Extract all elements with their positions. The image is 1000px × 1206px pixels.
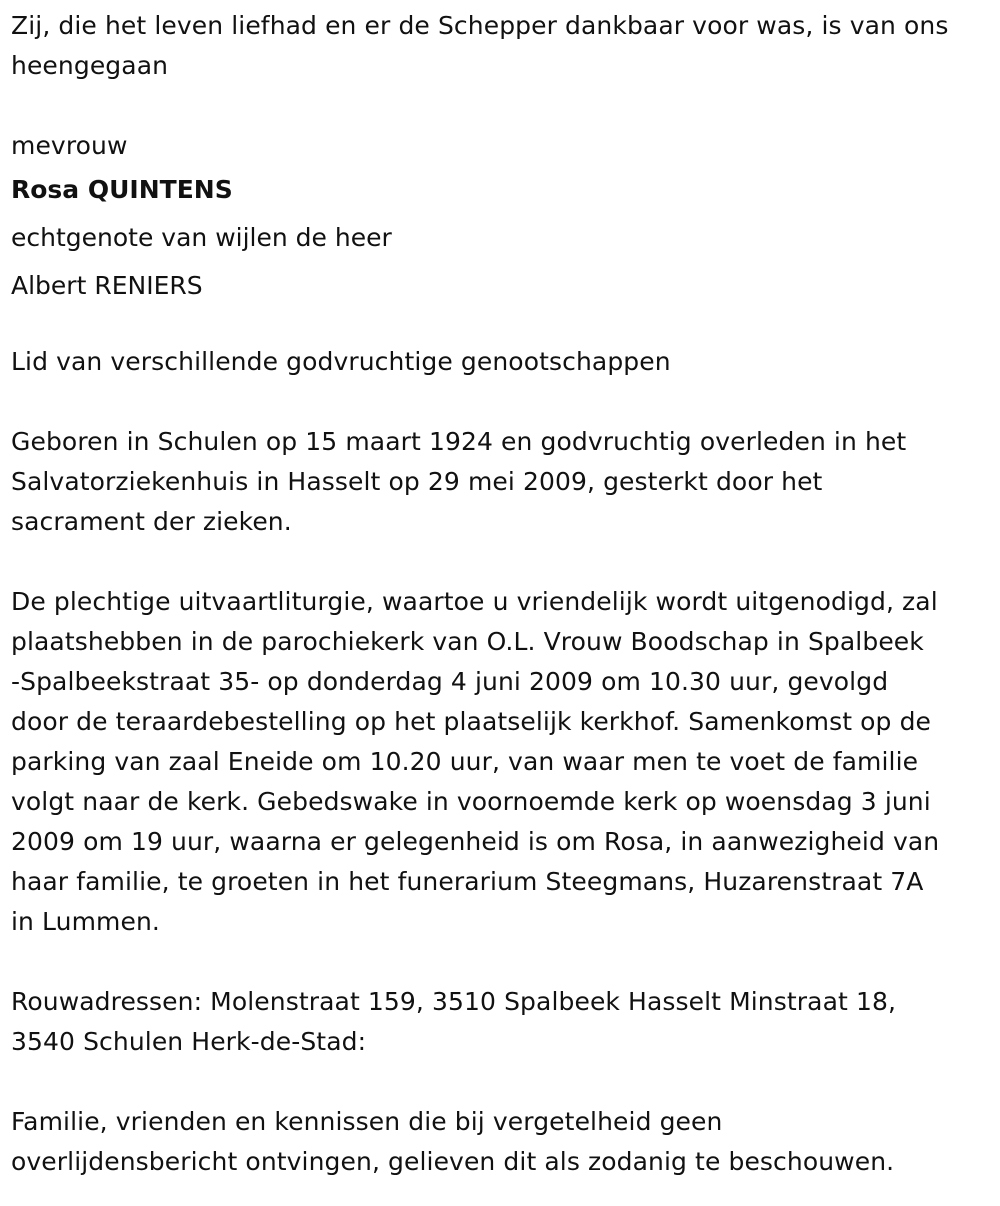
addresses-paragraph (11, 982, 990, 1062)
funeral-line: plaatshebben in de parochiekerk van O.L. Vrouw Boodschap in Spalbeek (11, 627, 924, 656)
intro-paragraph (11, 6, 990, 86)
birth-death-line: Salvatorziekenhuis in Hasselt op 29 mei 2009, gesterkt door het (11, 467, 823, 496)
closing-paragraph (11, 1102, 990, 1182)
funeral-line: De plechtige uitvaartliturgie, waartoe u vriendelijk wordt uitgenodigd, zal (11, 587, 938, 616)
closing-line: Familie, vrienden en kennissen die bij vergetelheid geen (11, 1107, 723, 1136)
spacer (11, 86, 990, 126)
spacer (11, 382, 990, 422)
funeral-line: haar familie, te groeten in het funerarium Steegmans, Huzarenstraat 7A (11, 867, 924, 896)
birth-death-paragraph (11, 422, 990, 542)
funeral-line: 2009 om 19 uur, waarna er gelegenheid is om Rosa, in aanwezigheid van (11, 827, 940, 856)
funeral-line: door de teraardebestelling op het plaatselijk kerkhof. Samenkomst op de (11, 707, 932, 736)
funeral-line: -Spalbeekstraat 35- op donderdag 4 juni 2009 om 10.30 uur, gevolgd (11, 667, 889, 696)
intro-line: heengegaan (11, 51, 169, 80)
person-title: mevrouw (11, 131, 128, 160)
funeral-line: parking van zaal Eneide om 10.20 uur, van waar men te voet de familie (11, 747, 919, 776)
funeral-line: volgt naar de kerk. Gebedswake in voornoemde kerk op woensdag 3 juni (11, 787, 931, 816)
address-line: 3540 Schulen Herk-de-Stad: (11, 1027, 367, 1056)
spacer (11, 1062, 990, 1102)
person-name: Rosa QUINTENS (11, 175, 233, 204)
spacer (11, 942, 990, 982)
closing-line: overlijdensbericht ontvingen, gelieven dit als zodanig te beschouwen. (11, 1147, 895, 1176)
funeral-line: in Lummen. (11, 907, 160, 936)
spacer (11, 542, 990, 582)
address-line: Rouwadressen: Molenstraat 159, 3510 Spalbeek Hasselt Minstraat 18, (11, 987, 897, 1016)
birth-death-line: sacrament der zieken. (11, 507, 292, 536)
birth-death-line: Geboren in Schulen op 15 maart 1924 en godvruchtig overleden in het (11, 427, 907, 456)
funeral-paragraph (11, 582, 990, 942)
person-relation: echtgenote van wijlen de heer (11, 223, 392, 252)
spouse-name: Albert RENIERS (11, 271, 203, 300)
spacer (11, 310, 990, 342)
membership-text: Lid van verschillende godvruchtige genootschappen (11, 347, 671, 376)
intro-line: Zij, die het leven liefhad en er de Schepper dankbaar voor was, is van ons (11, 11, 949, 40)
